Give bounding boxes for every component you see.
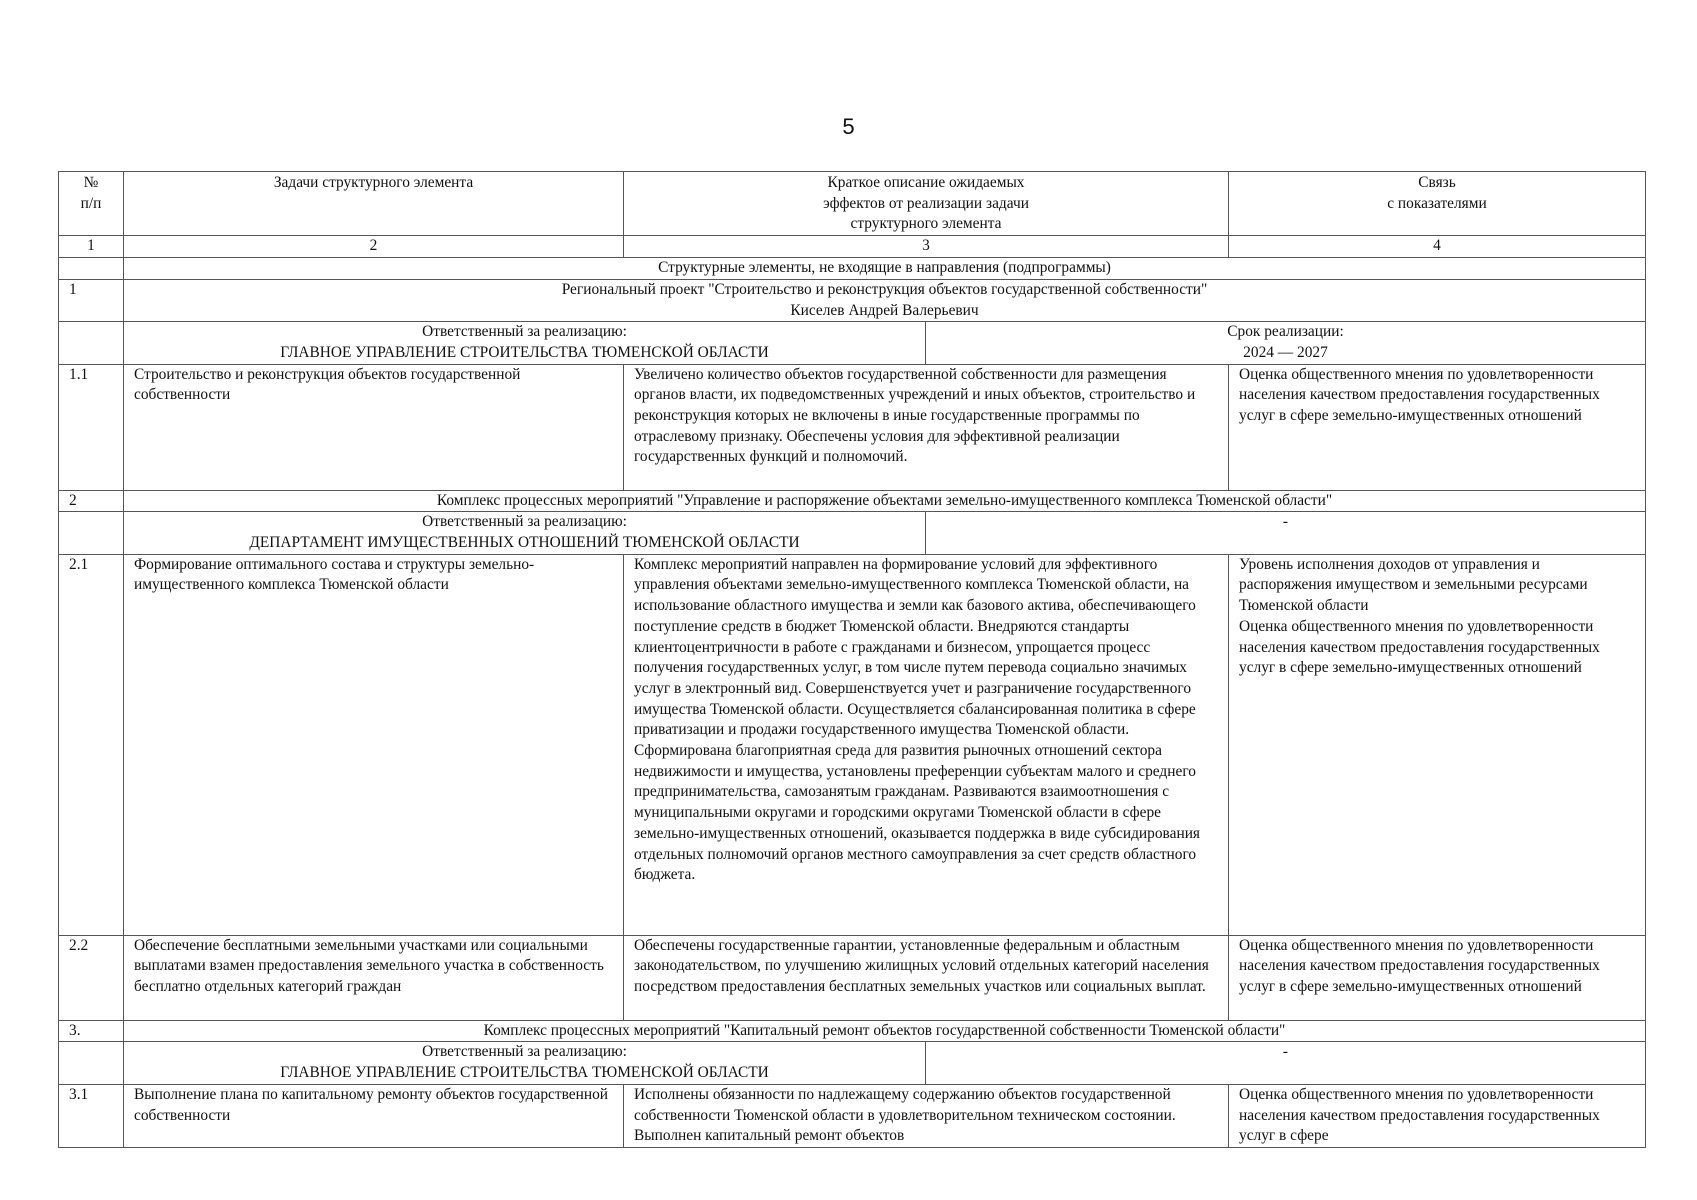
task-cell: Выполнение плана по капитальному ремонту объектов государственной собственности bbox=[124, 1084, 624, 1147]
section-title-row bbox=[59, 257, 1646, 279]
responsible-cell: Ответственный за реализацию: ГЛАВНОЕ УПРАВЛЕНИЕ СТРОИТЕЛЬСТВА ТЮМЕНСКОЙ ОБЛАСТИ bbox=[124, 1042, 926, 1084]
group-number: 2 bbox=[59, 490, 124, 512]
effect-cell: Комплекс мероприятий направлен на формирование условий для эффективного управления объектами земельно-имущественного комплекса Тюменской области, на использование областного имущества и земли как базового актива, обеспечивающего поступление средств в бюджет Тюменской области. Внедряются стандарты клиентоцентричности в работе с гражданами и бизнесом, упрощается процесс получения государственных услуг, в том числе путем перевода социально значимых услуг в электронный вид. Совершенствуется учет и разграничение государственного имущества Тюменской области. Осуществляется сбалансированная политика в сфере приватизации и продажи государственного имущества Тюменской области. Сформирована благоприятная среда для развития рыночных отношений сектора недвижимости и имущества, установлены преференции субъектам малого и среднего предпринимательства, самозанятым гражданам. Развиваются взаимоотношения с муниципальными округами и городскими округами Тюменской области в сфере земельно-имущественных отношений, оказывается поддержка в виде субсидирования отдельных полномочий органов местного самоуправления за счет средств областного бюджета. bbox=[624, 554, 1229, 935]
indicator-cell: Оценка общественного мнения по удовлетворенности населения качеством предоставления государственных услуг в сфере земельно-имущественных отношений bbox=[1229, 364, 1646, 490]
header-num: № п/п bbox=[59, 172, 124, 236]
row-number: 2.2 bbox=[59, 935, 124, 1020]
group-title: Комплекс процессных мероприятий "Управление и распоряжение объектами земельно-имущественного комплекса Тюменской области" bbox=[124, 490, 1646, 512]
group-title-row bbox=[59, 279, 1646, 321]
task-cell: Формирование оптимального состава и структуры земельно-имущественного комплекса Тюменской области bbox=[124, 554, 624, 935]
column-number: 4 bbox=[1229, 236, 1646, 258]
group-title-row bbox=[59, 490, 1646, 512]
effect-cell: Исполнены обязанности по надлежащему содержанию объектов государственной собственности Тюменской области в удовлетворительном техническом состоянии. Выполнен капитальный ремонт объектов bbox=[624, 1084, 1229, 1147]
column-number: 2 bbox=[124, 236, 624, 258]
column-number: 1 bbox=[59, 236, 124, 258]
responsible-row bbox=[59, 322, 1646, 364]
page-number: 5 bbox=[842, 114, 855, 139]
group-title: Комплекс процессных мероприятий "Капитальный ремонт объектов государственной собственности Тюменской области" bbox=[124, 1020, 1646, 1042]
effect-cell: Обеспечены государственные гарантии, установленные федеральным и областным законодательством, по улучшению жилищных условий отдельных категорий населения посредством предоставления бесплатных земельных участков или социальных выплат. bbox=[624, 935, 1229, 1020]
section-title: Структурные элементы, не входящие в направления (подпрограммы) bbox=[124, 257, 1646, 279]
indicator-cell: Оценка общественного мнения по удовлетворенности населения качеством предоставления государственных услуг в сфере bbox=[1229, 1084, 1646, 1147]
effect-cell: Увеличено количество объектов государственной собственности для размещения органов власти, их подведомственных учреждений и иных объектов, строительство и реконструкция которых не включены в иные государственные программы по отраслевому признаку. Обеспечены условия для эффективной реализации государственных функций и полномочий. bbox=[624, 364, 1229, 490]
header-tasks: Задачи структурного элемента bbox=[124, 172, 624, 236]
group-title: Региональный проект "Строительство и реконструкция объектов государственной собственности" Киселев Андрей Валерьевич bbox=[124, 279, 1646, 321]
responsible-row bbox=[59, 1042, 1646, 1084]
group-number: 1 bbox=[59, 279, 124, 321]
task-cell: Строительство и реконструкция объектов государственной собственности bbox=[124, 364, 624, 490]
structural-elements-table bbox=[58, 171, 1646, 1148]
header-effects: Краткое описание ожидаемых эффектов от реализации задачи структурного элемента bbox=[624, 172, 1229, 236]
term-cell: Срок реализации: 2024 — 2027 bbox=[926, 322, 1646, 364]
table-row bbox=[59, 935, 1646, 1020]
task-cell: Обеспечение бесплатными земельными участками или социальными выплатами взамен предоставления земельного участка в собственность бесплатно отдельных категорий граждан bbox=[124, 935, 624, 1020]
table-header-row bbox=[59, 172, 1646, 236]
indicator-cell: Оценка общественного мнения по удовлетворенности населения качеством предоставления государственных услуг в сфере земельно-имущественных отношений bbox=[1229, 935, 1646, 1020]
column-number: 3 bbox=[624, 236, 1229, 258]
term-cell: - bbox=[926, 512, 1646, 554]
responsible-cell: Ответственный за реализацию: ДЕПАРТАМЕНТ ИМУЩЕСТВЕННЫХ ОТНОШЕНИЙ ТЮМЕНСКОЙ ОБЛАСТИ bbox=[124, 512, 926, 554]
term-cell: - bbox=[926, 1042, 1646, 1084]
responsible-row bbox=[59, 512, 1646, 554]
responsible-cell: Ответственный за реализацию: ГЛАВНОЕ УПРАВЛЕНИЕ СТРОИТЕЛЬСТВА ТЮМЕНСКОЙ ОБЛАСТИ bbox=[124, 322, 926, 364]
group-number: 3. bbox=[59, 1020, 124, 1042]
indicator-cell: Уровень исполнения доходов от управления и распоряжения имуществом и земельными ресурсами Тюменской области Оценка общественного мнения по удовлетворенности населения качеством предоставления государственных услуг в сфере земельно-имущественных отношений bbox=[1229, 554, 1646, 935]
row-number: 1.1 bbox=[59, 364, 124, 490]
column-numbering-row bbox=[59, 236, 1646, 258]
row-number: 2.1 bbox=[59, 554, 124, 935]
table-row bbox=[59, 1084, 1646, 1147]
row-number: 3.1 bbox=[59, 1084, 124, 1147]
table-row bbox=[59, 364, 1646, 490]
table-row bbox=[59, 554, 1646, 935]
group-title-row bbox=[59, 1020, 1646, 1042]
header-indicators: Связь с показателями bbox=[1229, 172, 1646, 236]
